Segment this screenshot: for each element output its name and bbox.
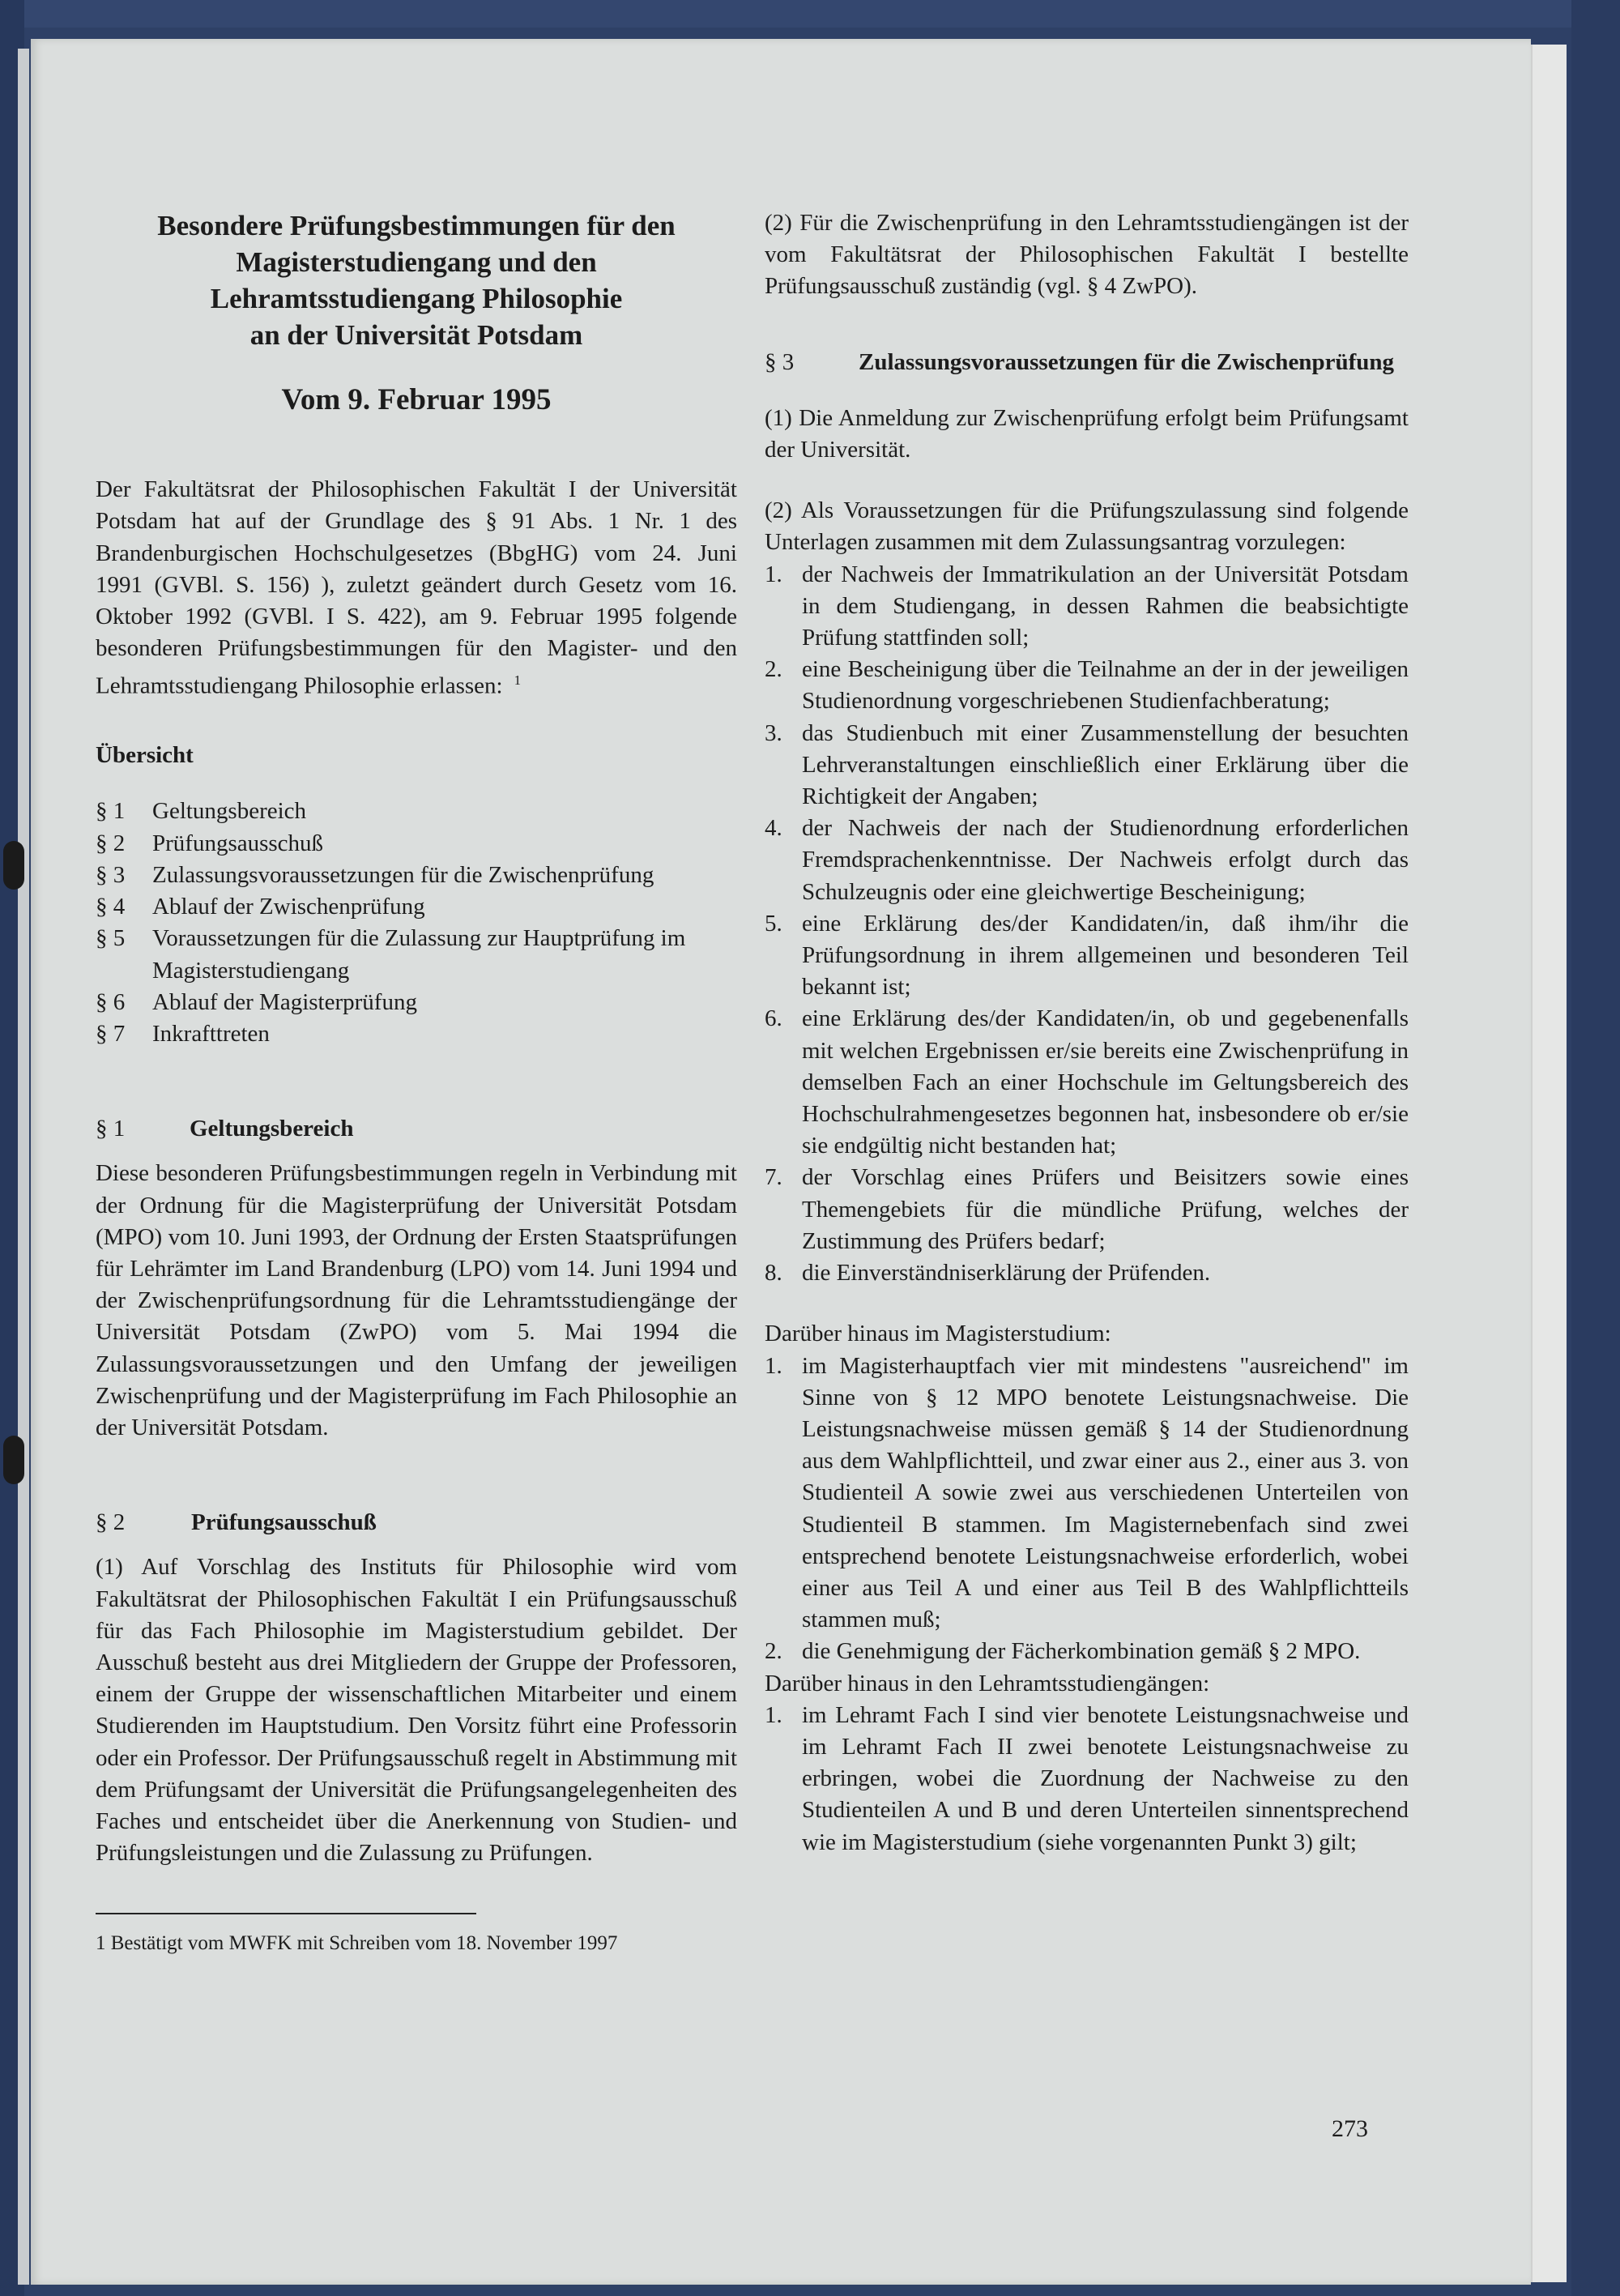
list-item-number: 2.: [765, 1638, 782, 1665]
overview-item-text: Zulassungsvoraussetzungen für die Zwischenprüfung: [152, 861, 654, 888]
intro-text: Der Fakultätsrat der Philosophischen Fakultät I der Universität Potsdam hat auf der Grundlage des § 91 Abs. 1 Nr. 1 des Brandenburgischen Hochschulgesetzes (BbgHG) vom 24. Juni 1991 (GVBl. S. 156) ), zuletzt geändert durch Gesetz vom 16. Oktober 1992 (GVBl. I S. 422), am 9. Februar 1995 folgende besonderen Prüfungsbestimmungen für den Magister- und den Lehramtsstudiengang Philosophie erlassen:: [96, 476, 737, 700]
footnote: 1 Bestätigt vom MWFK mit Schreiben vom 18. November 1997: [96, 1932, 618, 1955]
overview-item-text: Ablauf der Zwischenprüfung: [152, 894, 425, 920]
section-title: Geltungsbereich: [190, 1116, 354, 1142]
section-number: § 3: [765, 348, 795, 375]
overview-item: [96, 923, 737, 986]
list-item-text: das Studienbuch mit einer Zusammenstellung der besuchten Lehrveranstaltungen einschließlich einer Erklärung über die Richtigkeit der Angaben;: [802, 719, 1409, 810]
overview-item: [96, 860, 737, 891]
list-item-number: 6.: [765, 1005, 782, 1032]
footnote-marker: 1: [514, 672, 522, 689]
spacer: [765, 1289, 1409, 1318]
list-item: [765, 718, 1409, 813]
list-item-text: die Genehmigung der Fächerkombination gemäß § 2 MPO.: [802, 1638, 1361, 1665]
overview-item-number: § 2: [96, 830, 126, 856]
section-1-heading: [96, 1113, 737, 1145]
binder-ring-top: [3, 841, 24, 890]
magister-list: [765, 1351, 1409, 1668]
binder-right-edge: [1571, 0, 1620, 2296]
overview-heading: Übersicht: [96, 742, 194, 769]
overview-item: [96, 987, 737, 1018]
left-column: [96, 169, 737, 1960]
section-3-paragraph-1: (1) Die Anmeldung zur Zwischenprüfung erfolgt beim Prüfungsamt der Universität.: [765, 404, 1409, 463]
list-item-number: 2.: [765, 656, 782, 683]
right-column: [765, 169, 1409, 1859]
overview-item-text: Geltungsbereich: [152, 798, 307, 825]
overview-item-text: Voraussetzungen für die Zulassung zur Hauptprüfung im Magisterstudiengang: [152, 925, 686, 984]
list-item: [765, 1162, 1409, 1257]
list-item-text: der Vorschlag eines Prüfers und Beisitzers sowie eines Themengebiets für die mündliche Prüfung, welches der Zustimmung des Prüfers bedarf;: [802, 1164, 1409, 1254]
binder-top-edge: [0, 0, 1620, 28]
overview-item-number: § 5: [96, 925, 126, 952]
overview-item-number: § 4: [96, 894, 126, 920]
document-date: Vom 9. Februar 1995: [281, 383, 552, 416]
overview-item-text: Prüfungsausschuß: [152, 830, 324, 856]
overview-item: [96, 1018, 737, 1050]
list-item-text: eine Bescheinigung über die Teilnahme an der in der jeweiligen Studienordnung vorgeschriebenen Studienfachberatung;: [802, 656, 1409, 715]
list-item-text: im Lehramt Fach I sind vier benotete Leistungsnachweise und im Lehramt Fach II zwei benotete Leistungsnachweise zu erbringen, wobei die Zuordnung der Nachweise zu den Studienteilen A und B und deren Unterteilen sinnentsprechend wie im Magisterstudium (siehe vorgenannten Punkt 3) gilt;: [802, 1701, 1409, 1855]
overview-item: [96, 891, 737, 923]
binder-ring-bottom: [3, 1436, 24, 1484]
requirements-list: [765, 559, 1409, 1290]
section-title: Zulassungsvoraussetzungen für die Zwischenprüfung: [859, 348, 1394, 375]
section-2-paragraph-2: (2) Für die Zwischenprüfung in den Lehramtsstudiengängen ist der vom Fakultätsrat der Philosophischen Fakultät I bestellte Prüfungsausschuß zuständig (vgl. § 4 ZwPO).: [765, 210, 1409, 300]
list-item: [765, 908, 1409, 1004]
overview-item: [96, 796, 737, 827]
title-line: Besondere Prüfungsbestimmungen für den: [157, 210, 676, 241]
page-stack-edge: [1531, 45, 1567, 2282]
section-number: § 2: [96, 1509, 126, 1536]
section-3-heading: [765, 347, 1409, 378]
page-number: 273: [1332, 2115, 1368, 2142]
title-line: an der Universität Potsdam: [249, 319, 583, 351]
list-item-number: 1.: [765, 561, 782, 587]
list-item: [765, 1700, 1409, 1859]
list-item: [765, 654, 1409, 717]
list-item-text: eine Erklärung des/der Kandidaten/in, daß ihm/ihr die Prüfungsordnung in ihrem allgemeinen und besonderen Teil bekannt ist;: [802, 910, 1409, 1001]
list-item: [765, 1257, 1409, 1289]
section-3-paragraph-2: (2) Als Voraussetzungen für die Prüfungszulassung sind folgende Unterlagen zusammen mit dem Zulassungsantrag vorzulegen:: [765, 497, 1409, 556]
section-title: Prüfungsausschuß: [191, 1509, 377, 1536]
list-item-text: der Nachweis der nach der Studienordnung erforderlichen Fremdsprachenkenntnisse. Der Nachweis erfolgt durch das Schulzeugnis oder eine gleichwertige Bescheinigung;: [802, 815, 1409, 905]
list-item: [765, 813, 1409, 908]
list-item: [765, 1003, 1409, 1162]
list-item-number: 5.: [765, 910, 782, 937]
list-item: [765, 1636, 1409, 1667]
list-item-number: 7.: [765, 1164, 782, 1191]
list-item-text: die Einverständniserklärung der Prüfenden.: [802, 1260, 1211, 1287]
footnote-divider: [96, 1913, 476, 1914]
list-item: [765, 1351, 1409, 1637]
lehramt-list: [765, 1700, 1409, 1859]
document-title: [96, 207, 737, 353]
page-spine-edge: [18, 49, 29, 2285]
title-line: Magisterstudiengang und den: [236, 246, 597, 278]
overview-item-number: § 6: [96, 988, 126, 1015]
list-item-number: 1.: [765, 1701, 782, 1728]
overview-list: [96, 796, 737, 1050]
overview-item-number: § 7: [96, 1020, 126, 1047]
intro-paragraph: [96, 474, 737, 702]
list-item-number: 8.: [765, 1260, 782, 1287]
list-item-number: 1.: [765, 1352, 782, 1379]
section-2-heading: [96, 1507, 737, 1538]
spacer: [765, 466, 1409, 495]
list-item-text: im Magisterhauptfach vier mit mindestens "ausreichend" im Sinne von § 12 MPO benotete Leistungsnachweise. Die Leistungsnachweise müssen gemäß § 14 der Studienordnung aus dem Wahlpflichtteil, und zwar einer aus 2., einer aus 3. von Studienteil A sowie zwei aus verschiedenen Unterteilen von Studienteil B stammen. Im Magisternebenfach sind zwei entsprechend benotete Leistungsnachweise erforderlich, wobei einer aus Teil A und einer aus Teil B des Wahlpflichtteils stammen muß;: [802, 1352, 1409, 1633]
title-line: Lehramtsstudiengang Philosophie: [210, 283, 623, 314]
list-item: [765, 559, 1409, 655]
list-item-number: 4.: [765, 815, 782, 842]
list-item-number: 3.: [765, 719, 782, 746]
document-page: [31, 39, 1531, 2285]
overview-item-text: Ablauf der Magisterprüfung: [152, 988, 417, 1015]
list-item-text: eine Erklärung des/der Kandidaten/in, ob und gegebenenfalls mit welchen Ergebnissen er/sie bereits eine Zwischenprüfung in demselben Fach an einer Hochschule im Geltungsbereich des Hochschulrahmengesetzes begonnen hat, insbesondere ob er/sie sie endgültig nicht bestanden hat;: [802, 1005, 1409, 1159]
overview-item-text: Inkrafttreten: [152, 1020, 270, 1047]
lehramt-intro: Darüber hinaus in den Lehramtsstudiengängen:: [765, 1670, 1210, 1696]
section-1-text: Diese besonderen Prüfungsbestimmungen regeln in Verbindung mit der Ordnung für die Magisterprüfung der Universität Potsdam (MPO) vom 10. Juni 1993, der Ordnung der Ersten Staatsprüfungen für Lehrämter im Land Brandenburg (LPO) vom 14. Juni 1994 und der Zwischenprüfungsordnung für die Lehramtsstudiengänge der Universität Potsdam (ZwPO) vom 5. Mai 1994 die Zulassungsvoraussetzungen und den Umfang der jeweiligen Zwischenprüfung und der Magisterprüfung im Fach Philosophie an der Universität Potsdam.: [96, 1160, 737, 1440]
section-number: § 1: [96, 1116, 126, 1142]
overview-item-number: § 3: [96, 861, 126, 888]
list-item-text: der Nachweis der Immatrikulation an der Universität Potsdam in dem Studiengang, in dessen Rahmen die beabsichtigte Prüfung stattfinden soll;: [802, 561, 1409, 651]
section-2-paragraph-1: (1) Auf Vorschlag des Instituts für Philosophie wird vom Fakultätsrat der Philosophischen Fakultät I ein Prüfungsausschuß für das Fach Philosophie im Magisterstudium gebildet. Der Ausschuß besteht aus drei Mitgliedern der Gruppe der Professoren, einem der Gruppe der wissenschaftlichen Mitarbeiter und einem Studierenden im Hauptstudium. Den Vorsitz führt eine Professorin oder ein Professor. Der Prüfungsausschuß regelt in Abstimmung mit dem Prüfungsamt der Universität die Prüfungsangelegenheiten des Faches und entscheidet über die Anerkennung von Studien- und Prüfungsleistungen und die Zulassung zu Prüfungen.: [96, 1554, 737, 1867]
magister-intro: Darüber hinaus im Magisterstudium:: [765, 1321, 1111, 1347]
overview-item-number: § 1: [96, 798, 126, 825]
overview-item: [96, 828, 737, 860]
